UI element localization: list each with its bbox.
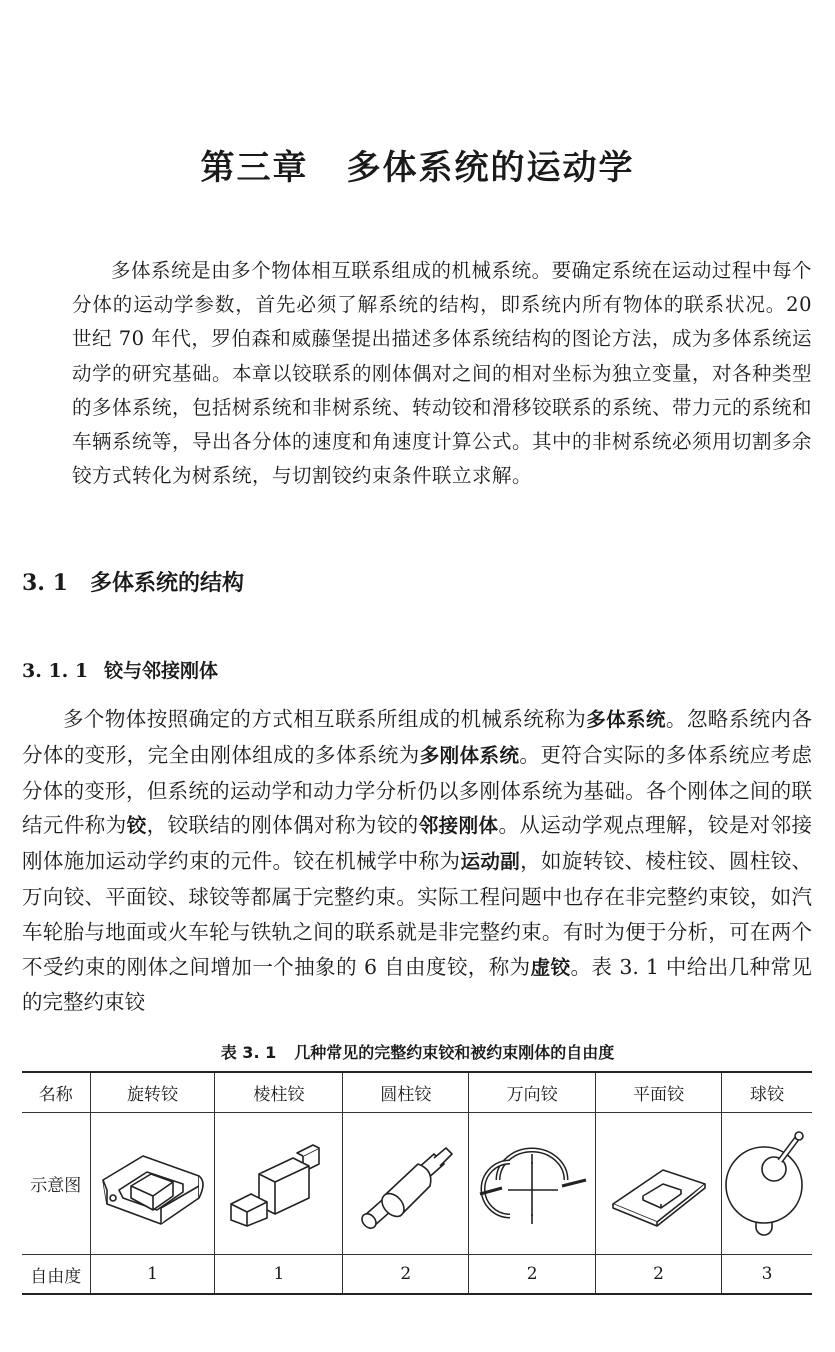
joint-table [22,1071,812,1295]
cell-dof: 2 [469,1255,596,1295]
body-text: ，铰联结的刚体偶对称为铰的 [146,813,419,838]
section-title: 多体系统的结构 [90,570,245,596]
cell-diagram [343,1113,469,1255]
term-multibody-system: 多体系统 [586,708,666,731]
cell-name: 球铰 [722,1072,813,1113]
cell-diagram [722,1113,813,1255]
term-virtual-joint: 虚铰 [530,955,571,979]
universal-joint-icon [476,1134,588,1234]
chapter-title [0,140,835,189]
body-paragraph [22,702,812,1020]
cell-name: 旋转铰 [90,1072,215,1113]
chapter-name: 多体系统的运动学 [346,148,635,188]
row-header-diagram: 示意图 [22,1113,90,1255]
cell-dof: 3 [722,1255,813,1295]
cell-name: 棱柱铰 [215,1072,343,1113]
table-row-name [22,1072,812,1113]
cell-diagram [596,1113,722,1255]
subsection-heading [22,656,218,683]
row-header-dof: 自由度 [22,1255,90,1295]
body-text: 。更符合实际的多体系统应考虑分体的变形，但系统的运动学和动力学分析仍以多刚体系统为基础。各个刚体之间的联结元件称为 [22,742,813,838]
cell-dof: 2 [596,1255,722,1295]
spherical-joint-icon [722,1129,812,1239]
cell-dof: 1 [215,1255,343,1295]
section-number: 3. 1 [22,570,68,596]
cell-name: 圆柱铰 [343,1072,469,1113]
term-joint: 铰 [126,814,147,838]
subsection-title: 铰与邻接刚体 [104,660,219,682]
subsection-number: 3. 1. 1 [22,660,89,682]
table-row-dof [22,1255,812,1295]
table-caption-label: 表 3. 1 [220,1043,277,1062]
body-text: ，如旋转铰、棱柱铰、圆柱铰、万向铰、平面铰、球铰等都属于完整约束。实际工程问题中也存在非完整约束铰，如汽车轮胎与地面或火车轮与铁轨之间的联系就是非完整约束。有时为便于分析，可在两个不受约束的刚体之间增加一个抽象的 6 自由度铰，称为 [22,849,812,979]
body-text: 。表 3. 1 中给出几种常见的完整约束铰 [22,954,812,1015]
chapter-intro: 多体系统是由多个物体相互联系组成的机械系统。要确定系统在运动过程中每个分体的运动学参数，首先必须了解系统的结构，即系统内所有物体的联系状况。20 世纪 70 年代，罗伯森和威藤堡提出描述多体系统结构的图论方法，成为多体系统运动学的研究基础。本章以铰联系的刚体偶对之间的相对坐标为独立变量，对各种类型的多体系统，包括树系统和非树系统、转动铰和滑移铰联系的系统、带力元的系统和车辆系统等，导出各分体的速度和角速度计算公式。其中的非树系统必须用切割多余铰方式转化为树系统，与切割铰约束条件联立求解。 [72,259,813,488]
cell-name: 万向铰 [469,1072,596,1113]
body-text: 多个物体按照确定的方式相互联系所组成的机械系统称为 [63,707,587,731]
chapter-number: 第三章 [200,148,309,188]
table-row-diagram [22,1113,812,1255]
term-multi-rigid-body-system: 多刚体系统 [419,743,520,767]
cell-name: 平面铰 [596,1072,722,1113]
term-kinematic-pair: 运动副 [460,850,521,874]
planar-joint-icon [603,1134,715,1234]
cell-dof: 2 [343,1255,469,1295]
cylindrical-joint-icon [350,1134,462,1234]
table-caption [0,1040,835,1063]
cell-diagram [469,1113,596,1255]
row-header-name: 名称 [22,1072,90,1113]
cell-diagram [90,1113,215,1255]
revolute-joint-icon [97,1134,209,1234]
section-heading [22,566,244,597]
body-text: 。从运动学观点理解，铰是对邻接刚体施加运动学约束的元件。铰在机械学中称为 [22,813,813,874]
table-caption-text: 几种常见的完整约束铰和被约束刚体的自由度 [294,1043,615,1062]
body-text: 。忽略系统内各分体的变形，完全由刚体组成的多体系统为 [22,707,812,767]
cell-diagram [215,1113,343,1255]
term-adjacent-rigid-body: 邻接刚体 [418,814,499,838]
cell-dof: 1 [90,1255,215,1295]
prismatic-joint-icon [223,1134,335,1234]
